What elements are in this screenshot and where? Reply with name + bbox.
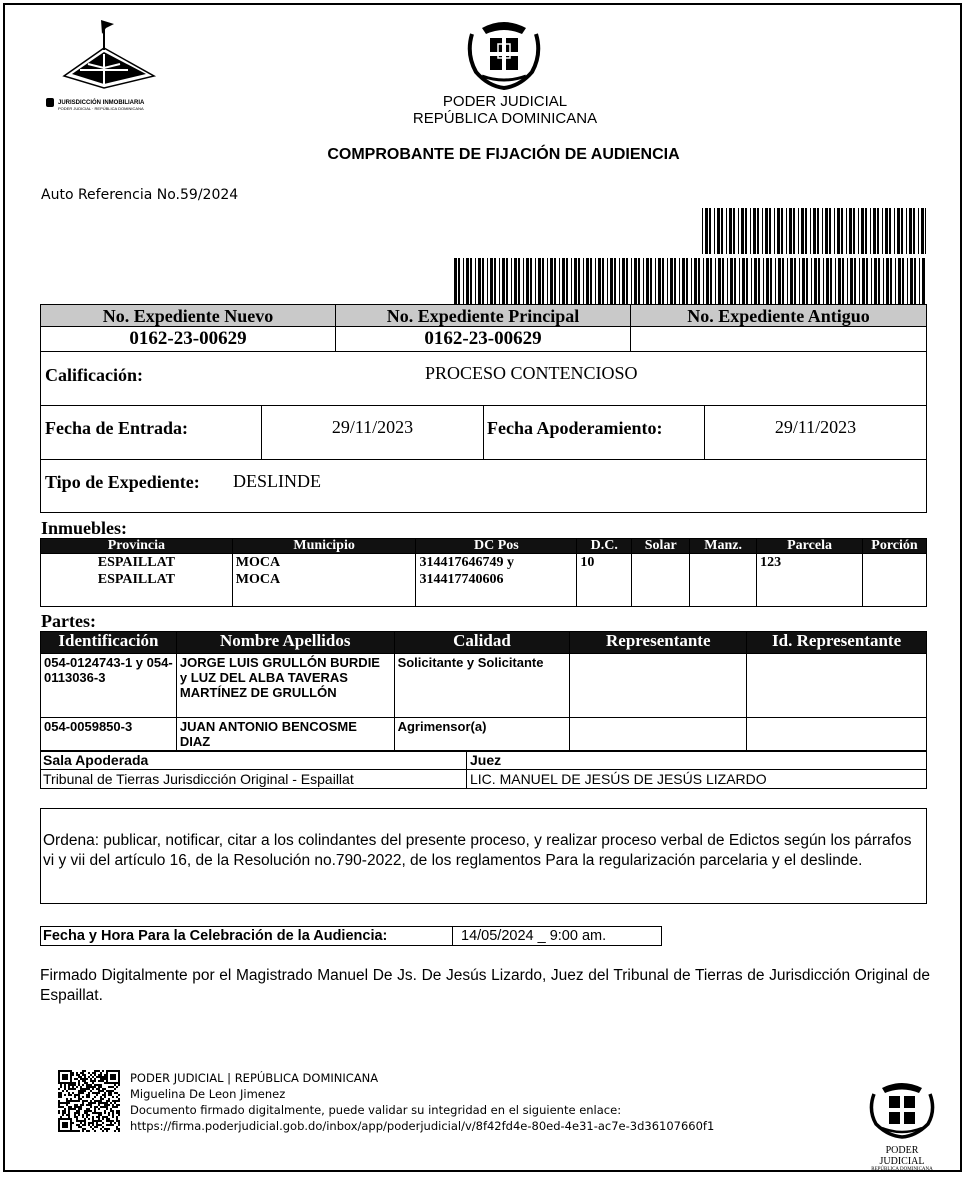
fechas-box xyxy=(40,405,927,460)
ordena-text: Ordena: publicar, notificar, citar a los colindantes del presente proceso, y realizar proceso verbal de Edictos según los párrafos vi y vii del artículo 16, de la Resolución no.790-2022, de los reglamentos Para la regularización parcelaria y el deslinde. xyxy=(43,832,912,869)
inmueble-dcpos-2: 314417740606 xyxy=(419,572,504,587)
coat-of-arms-emblem xyxy=(462,14,546,92)
table-row xyxy=(41,718,927,751)
expediente-nuevo-label: No. Expediente Nuevo xyxy=(102,306,274,326)
fecha-entrada-value: 29/11/2023 xyxy=(331,417,414,437)
footer-link[interactable]: https://firma.poderjudicial.gob.do/inbox/app/poderjudicial/v/8f42fd4e-80ed-4e31-ac7e-3d36107660f1 xyxy=(130,1119,715,1133)
expediente-box xyxy=(40,304,927,352)
qr-code-icon xyxy=(58,1070,120,1132)
parte-id-representante xyxy=(747,718,927,751)
qr-code xyxy=(58,1070,120,1132)
expediente-antiguo-value xyxy=(631,327,926,351)
footer-line-1: PODER JUDICIAL | REPÚBLICA DOMINICANA xyxy=(130,1071,379,1085)
parte-nombre: JORGE LUIS GRULLÓN BURDIE y LUZ DEL ALBA TAVERAS MARTÍNEZ DE GRULLÓN xyxy=(176,654,394,718)
inmuebles-row xyxy=(41,554,927,607)
parte-nombre: JUAN ANTONIO BENCOSME DIAZ xyxy=(176,718,394,751)
seal-line-2: REPÚBLICA DOMINICANA xyxy=(871,1167,933,1172)
partes-title: Partes: xyxy=(41,611,96,631)
footer-line-3: Documento firmado digitalmente, puede validar su integridad en el siguiente enlace: xyxy=(130,1103,622,1117)
calificacion-box xyxy=(40,351,927,406)
firmado-text: Firmado Digitalmente por el Magistrado Manuel De Js. De Jesús Lizardo, Juez del Tribunal de Tierras de Jurisdicción Original de Espaillat. xyxy=(40,967,930,1004)
barcode-image xyxy=(452,208,926,304)
inmueble-solar xyxy=(632,554,690,607)
calificacion-value: PROCESO CONTENCIOSO xyxy=(425,363,638,383)
seal-emblem-icon xyxy=(864,1078,940,1140)
parte-representante xyxy=(570,718,747,751)
inmuebles-header-row xyxy=(41,539,927,554)
auto-referencia: Auto Referencia No.59/2024 xyxy=(41,187,239,203)
sala-divider-v xyxy=(466,752,467,788)
inmueble-provincia xyxy=(41,554,233,607)
expediente-principal-value: 0162-23-00629 xyxy=(336,327,631,351)
parte-identificacion: 054-0124743-1 y 054-0113036-3 xyxy=(41,654,177,718)
inmueble-municipio-2: MOCA xyxy=(235,572,281,587)
parte-representante xyxy=(570,654,747,718)
inmuebles-header-dcpos: DC Pos xyxy=(416,539,577,554)
inmueble-dcpos xyxy=(416,554,577,607)
inmuebles-title: Inmuebles: xyxy=(41,518,128,538)
juez-value: LIC. MANUEL DE JESÚS DE JESÚS LIZARDO xyxy=(470,771,767,787)
expediente-nuevo-value: 0162-23-00629 xyxy=(41,327,336,351)
org-line-1: PODER JUDICIAL xyxy=(442,93,568,110)
partes-header-identificacion: Identificación xyxy=(41,632,177,654)
inmuebles-header-municipio: Municipio xyxy=(232,539,416,554)
parte-id-representante xyxy=(747,654,927,718)
seal-line-1: PODER JUDICIAL xyxy=(879,1145,925,1167)
tipo-expediente-label: Tipo de Expediente: xyxy=(45,472,200,492)
partes-header-calidad: Calidad xyxy=(394,632,570,654)
tipo-expediente-box xyxy=(40,459,927,513)
svg-text:PODER JUDICIAL · REPÚBLICA DOM: PODER JUDICIAL · REPÚBLICA DOMINICANA xyxy=(58,106,144,111)
audiencia-value: 14/05/2024 _ 9:00 am. xyxy=(461,928,607,944)
parte-calidad: Agrimensor(a) xyxy=(394,718,570,751)
inmueble-dcpos-1: 314417646749 y xyxy=(419,555,514,570)
inmuebles-header-solar: Solar xyxy=(632,539,690,554)
inmueble-provincia-2: ESPAILLAT xyxy=(97,572,176,587)
footer-signature-block xyxy=(130,1070,714,1134)
jurisdiccion-inmobiliaria-logo xyxy=(44,18,179,113)
poder-judicial-seal xyxy=(864,1078,940,1172)
barcode xyxy=(452,208,926,304)
inmuebles-header-dc: D.C. xyxy=(577,539,632,554)
expediente-antiguo-label: No. Expediente Antiguo xyxy=(687,306,870,326)
fechas-divider-2 xyxy=(483,406,484,459)
inmuebles-table xyxy=(40,538,927,607)
fecha-entrada-label: Fecha de Entrada: xyxy=(45,418,188,438)
juez-label: Juez xyxy=(470,752,502,768)
inmueble-porcion xyxy=(862,554,926,607)
inmuebles-header-porcion: Porción xyxy=(862,539,926,554)
audiencia-label: Fecha y Hora Para la Celebración de la Audiencia: xyxy=(43,928,388,944)
fecha-apoderamiento-label: Fecha Apoderamiento: xyxy=(487,418,663,438)
partes-table xyxy=(40,631,927,751)
audiencia-value-box xyxy=(452,926,662,946)
inmueble-municipio-1: MOCA xyxy=(235,555,281,570)
organization-name xyxy=(380,93,630,127)
svg-text:JURISDICCIÓN INMOBILIARIA: JURISDICCIÓN INMOBILIARIA xyxy=(58,100,145,106)
inmuebles-header-parcela: Parcela xyxy=(757,539,863,554)
calificacion-label: Calificación: xyxy=(45,365,143,385)
inmuebles-header-provincia: Provincia xyxy=(41,539,233,554)
tipo-expediente-value: DESLINDE xyxy=(233,471,321,491)
parte-calidad: Solicitante y Solicitante xyxy=(394,654,570,718)
partes-header-representante: Representante xyxy=(570,632,747,654)
inmueble-provincia-1: ESPAILLAT xyxy=(97,555,176,570)
expediente-nuevo-header xyxy=(41,305,336,327)
sala-juez-box xyxy=(40,751,927,789)
coat-of-arms-icon xyxy=(462,14,546,92)
inmuebles-header-manz: Manz. xyxy=(690,539,757,554)
expediente-antiguo-header xyxy=(631,305,926,327)
partes-header-nombre: Nombre Apellidos xyxy=(176,632,394,654)
parte-identificacion: 054-0059850-3 xyxy=(41,718,177,751)
expediente-principal-header xyxy=(336,305,631,327)
org-line-2: REPÚBLICA DOMINICANA xyxy=(412,110,598,127)
inmueble-parcela: 123 xyxy=(757,554,863,607)
partes-header-id-representante: Id. Representante xyxy=(747,632,927,654)
expediente-principal-label: No. Expediente Principal xyxy=(386,306,580,326)
jurisdiccion-logo-icon xyxy=(44,18,179,113)
inmueble-manz xyxy=(690,554,757,607)
inmueble-municipio xyxy=(232,554,416,607)
partes-header-row xyxy=(41,632,927,654)
document-title: COMPROBANTE DE FIJACIÓN DE AUDIENCIA xyxy=(327,146,680,163)
sala-value: Tribunal de Tierras Jurisdicción Original - Espaillat xyxy=(43,771,354,787)
table-row xyxy=(41,654,927,718)
ordena-box xyxy=(40,808,927,904)
audiencia-label-box xyxy=(40,926,453,946)
fecha-apoderamiento-value: 29/11/2023 xyxy=(774,417,857,437)
inmueble-dc: 10 xyxy=(577,554,632,607)
footer-line-2: Miguelina De Leon Jimenez xyxy=(130,1087,286,1101)
sala-label: Sala Apoderada xyxy=(43,752,149,768)
